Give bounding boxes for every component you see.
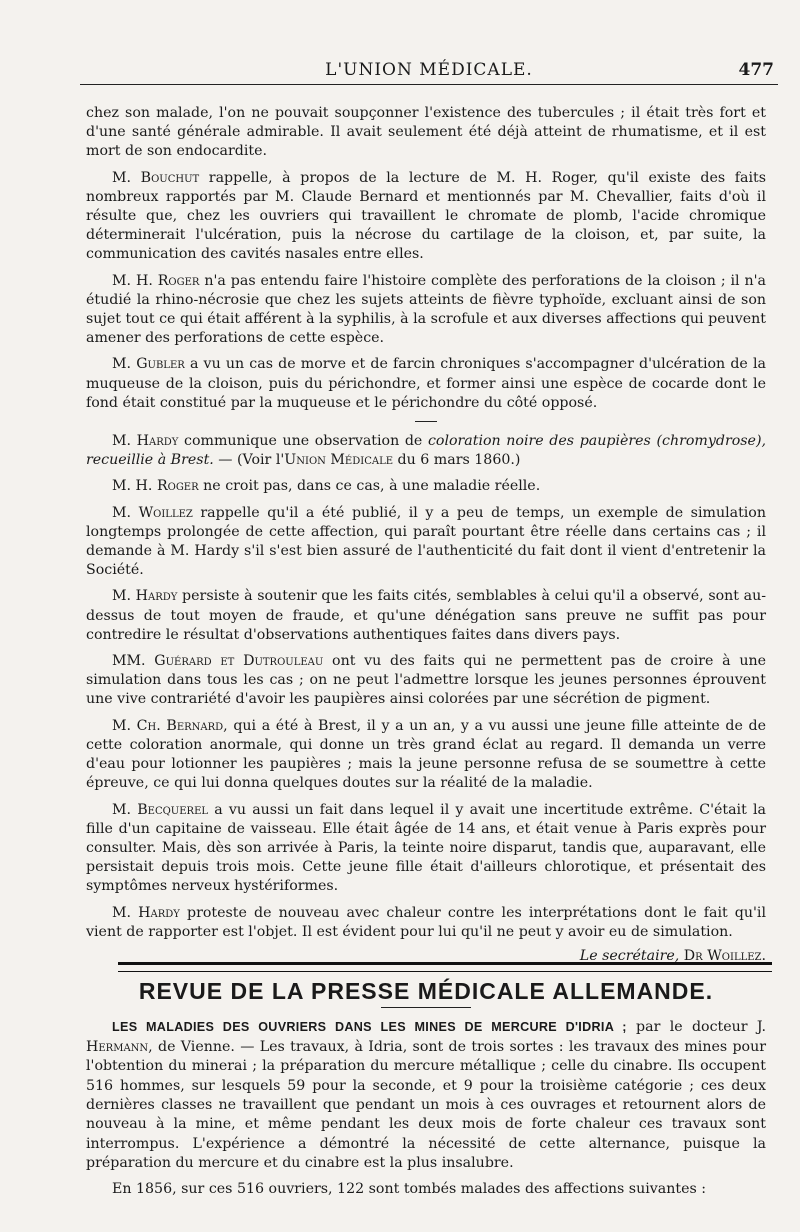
paragraph	[86, 717, 766, 794]
speaker-name: M. H. Roger	[112, 272, 200, 289]
author-name: J. Hermann	[86, 1019, 766, 1055]
paragraph-text: chez son malade, l'on ne pouvait soupçonner l'existence des tubercules ; il était très fort et d'une santé générale admirable. Il avait seulement été déjà atteint de rhumatisme, et il est mort de son endocardite.	[86, 105, 766, 160]
paragraph	[86, 104, 766, 162]
paragraph-text: ont vu des faits qui ne permettent pas de croire à une simulation dans tous les cas ; on ne peut l'admettre lorsque les jeunes personnes éprouvent une vive contrariété d'avoir les paupières ainsi colorées par une sécrétion de pigment.	[86, 653, 766, 708]
paragraph-text: a vu un cas de morve et de farcin chroniques s'accompagner d'ulcération de la muqueuse de la cloison, puis du périchondre, et former ainsi une espèce de cocarde dont le fond était constitué par la muqueuse et le périchondre du côté opposé.	[86, 356, 766, 411]
running-header	[80, 58, 778, 85]
signature-name: Dr Woillez.	[679, 947, 766, 964]
paragraph	[86, 272, 766, 349]
speaker-name: M. Hardy	[112, 904, 180, 921]
paragraph	[86, 432, 766, 470]
journal-name: Union Médicale	[284, 452, 394, 469]
speaker-name: M. H. Roger	[112, 478, 199, 495]
paragraph	[86, 801, 766, 897]
observation-title: coloration noire des paupières (chromydrose), recueillie à Brest.	[86, 433, 766, 469]
paragraph	[86, 587, 766, 645]
paragraph-text: proteste de nouveau avec chaleur contre les interprétations dont le fait qu'il vient de rapporter est l'objet. Il est évident pour lui qu'il ne peut y avoir eu de simulation.	[86, 904, 766, 940]
paragraph-text: En 1856, sur ces 516 ouvriers, 122 sont tombés malades des affections suivantes :	[112, 1180, 707, 1197]
double-rule	[118, 962, 772, 972]
speaker-name: MM. Guérard et Dutrouleau	[112, 653, 324, 670]
paragraph	[86, 477, 766, 496]
paragraph-text: , qui a été à Brest, il y a un an, y a vu aussi une jeune fille atteinte de de cette coloration anormale, qui donne un très grand éclat au regard. Il demanda un verre d'eau pour lotionner les paupières ; mais la jeune personne refusa de se soumettre à cette épreuve, ce qui lui donna quelques doutes sur la réalité de la maladie.	[86, 717, 766, 792]
speaker-name: M. Hardy	[112, 588, 178, 605]
paragraph-text: a vu aussi un fait dans lequel il y avait une incertitude extrême. C'était la fille d'un capitaine de vaisseau. Elle était âgée de 14 ans, et était venue à Paris exprès pour consulter. Mais, dès son arrivée à Paris, la teinte noire disparut, tandis que, auparavant, elle persistait depuis trois mois. Cette jeune fille était d'ailleurs chlorotique, et présentait des symptômes nerveux hystériformes.	[86, 801, 766, 895]
paragraph	[86, 169, 766, 265]
paragraph	[86, 355, 766, 413]
speaker-name: M. Gubler	[112, 356, 185, 373]
paragraph	[86, 904, 766, 942]
paragraph-text: persiste à soutenir que les faits cités, semblables à celui qu'il a observé, sont au-dessus de tout moyen de fraude, et qu'une dénégation sans preuve ne suffit pas pour contredire le résultat d'observations authentiques faites dans divers pays.	[86, 588, 766, 643]
paragraph	[86, 504, 766, 581]
paragraph-text: — (Voir l'	[213, 452, 285, 469]
paragraph	[86, 1180, 766, 1199]
paragraph-text: par le docteur	[626, 1019, 757, 1036]
section-divider	[415, 421, 437, 422]
section-title: REVUE DE LA PRESSE MÉDICALE ALLEMANDE.	[138, 978, 714, 1004]
paragraph-text: n'a pas entendu faire l'histoire complète des perforations de la cloison ; il n'a étudié la rhino-nécrosie que chez les sujets atteints de fièvre typhoïde, excluant ainsi de son sujet tout ce qui était afférent à la syphilis, à la scrofule et aux diverses affections qui peuvent amener des perforations de cette espèce.	[86, 272, 766, 347]
speaker-name: M. Bouchut	[112, 169, 200, 186]
signature-role: Le secrétaire,	[579, 947, 680, 964]
running-title: L'UNION MÉDICALE.	[325, 60, 533, 80]
speaker-name: M. Becquerel	[112, 801, 209, 818]
paragraph	[86, 652, 766, 710]
paragraph-text: du 6 mars 1860.)	[393, 452, 521, 469]
title-rule	[381, 1007, 471, 1008]
speaker-name: M. Hardy	[112, 433, 179, 450]
speaker-name: M. Woillez	[112, 504, 193, 521]
paragraph-text: , de Vienne. — Les travaux, à Idria, sont de trois sortes : les travaux des mines pour l'obtention du minerai ; la préparation du mercure métallique ; celle du cinabre. Ils occupent 516 hommes, sur lesquels 59 pour la seconde, et 9 pour la troisième catégorie ; ces deux dernières classes ne travaillent que pendant un mois à ces ouvrages et retournent alors de nouveau à la mine, et même pendant les deux mois de forte chaleur ces travaux sont interrompus. L'expérience a démontré la nécessité de cette alternance, puisque la préparation du mercure et du cinabre est la plus insalubre.	[86, 1038, 766, 1172]
minutes-body	[86, 104, 766, 966]
paragraph-text: rappelle, à propos de la lecture de M. H. Roger, qu'il existe des faits nombreux rapportés par M. Claude Bernard et mentionnés par M. Chevallier, faits d'où il résulte que, chez les ouvriers qui travaillent le chromate de plomb, l'acide chromique déterminerait l'ulcération, puis la nécrose du cartilage de la cloison, et, par suite, la communication des cavités nasales entre elles.	[86, 169, 766, 263]
paragraph-text: rappelle qu'il a été publié, il y a peu de temps, un exemple de simulation longtemps prolongée de cette affection, qui paraît pourtant être réelle dans certains cas ; il demande à M. Hardy s'il s'est bien assuré de l'authenticité du fait dont il vient d'entretenir la Société.	[86, 504, 766, 579]
page-number: 477	[738, 60, 774, 80]
paragraph-text: ne croit pas, dans ce cas, à une maladie réelle.	[198, 478, 541, 495]
article-heading: LES MALADIES DES OUVRIERS DANS LES MINES DE MERCURE D'IDRIA ;	[112, 1020, 627, 1035]
paragraph	[86, 1018, 766, 1173]
press-review-section	[86, 980, 766, 1205]
paragraph-text: communique une observation de	[178, 433, 428, 450]
speaker-name: M. Ch. Bernard	[112, 717, 224, 734]
